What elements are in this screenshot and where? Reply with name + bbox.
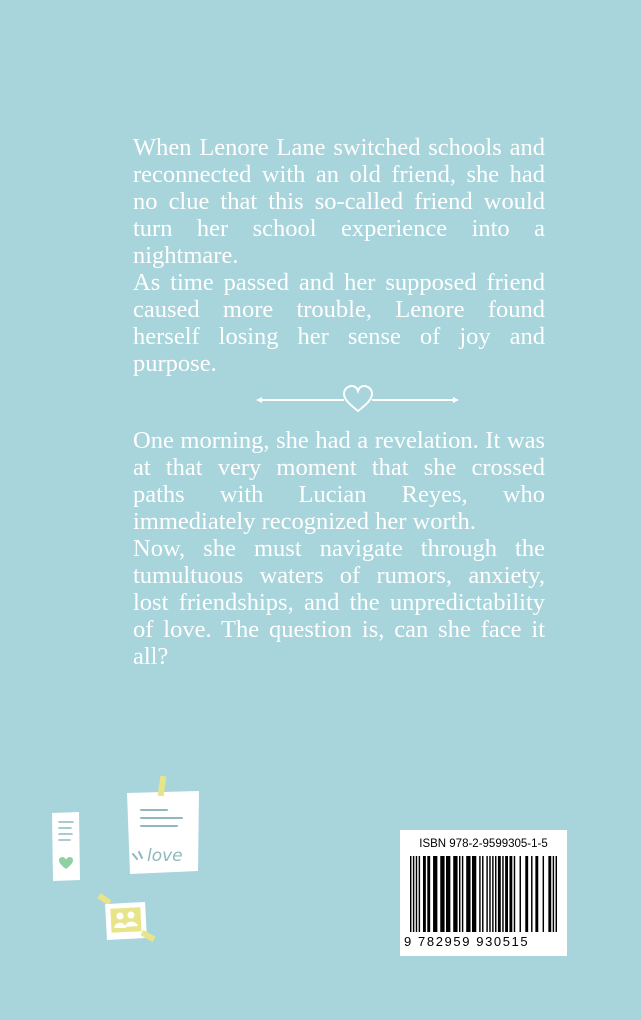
barcode-bar <box>514 856 515 932</box>
barcode-bar <box>505 856 508 932</box>
isbn-barcode <box>400 830 567 956</box>
blurb-bottom <box>133 427 545 670</box>
barcode-bar <box>495 856 496 932</box>
isbn-label: ISBN 978-2-9599305-1-5 <box>419 838 548 850</box>
barcode-bar <box>427 856 430 932</box>
blurb-top <box>133 134 545 377</box>
barcode-bar <box>440 856 444 932</box>
barcode-bar <box>543 856 544 932</box>
blurb-paragraph-3: One morning, she had a revelation. It was at that very moment that she crossed paths with Lucian Reyes, who immediately recognized her worth. <box>133 427 545 535</box>
barcode-bar <box>535 856 538 932</box>
barcode-bar <box>531 856 532 932</box>
barcode-bar <box>446 856 450 932</box>
barcode-bar <box>492 856 493 932</box>
barcode-bar <box>502 856 503 932</box>
blurb-paragraph-2: As time passed and her supposed friend caused more trouble, Lenore found herself losing her sense of joy and purpose. <box>133 269 545 377</box>
love-note-icon <box>127 776 199 874</box>
barcode-bar <box>413 856 414 932</box>
barcode-bar <box>433 856 437 932</box>
barcode-bar <box>479 856 480 932</box>
photo-icon <box>97 893 155 942</box>
doodle-illustration <box>40 770 220 950</box>
barcode-bar <box>423 856 426 932</box>
barcode-bar <box>553 856 554 932</box>
barcode-bar <box>486 856 487 932</box>
barcode-bars <box>410 856 557 934</box>
love-note-word: love <box>147 846 183 866</box>
barcode-bar <box>466 856 470 932</box>
barcode-bar <box>489 856 490 932</box>
barcode-bar <box>482 856 483 932</box>
blurb-paragraph-4: Now, she must navigate through the tumultuous waters of rumors, anxiety, lost friendships, and the unpredictability of love. The question is, can she face it all? <box>133 535 545 670</box>
barcode-bar <box>410 856 411 932</box>
barcode-bar <box>419 856 420 932</box>
barcode-bar <box>498 856 501 932</box>
barcode-bar <box>525 856 528 932</box>
barcode-bar <box>472 856 476 932</box>
barcode-bar <box>556 856 557 932</box>
blurb-paragraph-1: When Lenore Lane switched schools and reconnected with an old friend, she had no clue that this so-called friend would turn her school experience into a nightmare. <box>133 134 545 269</box>
barcode-bar <box>453 856 457 932</box>
barcode-bar <box>548 856 551 932</box>
heart-divider-icon <box>255 383 460 417</box>
small-note-icon <box>52 812 80 881</box>
barcode-digits: 9 782959 930515 <box>404 934 530 949</box>
barcode-bar <box>520 856 521 932</box>
barcode-bar <box>459 856 460 932</box>
barcode-bar <box>509 856 512 932</box>
barcode-bar <box>416 856 417 932</box>
barcode-bar <box>462 856 463 932</box>
